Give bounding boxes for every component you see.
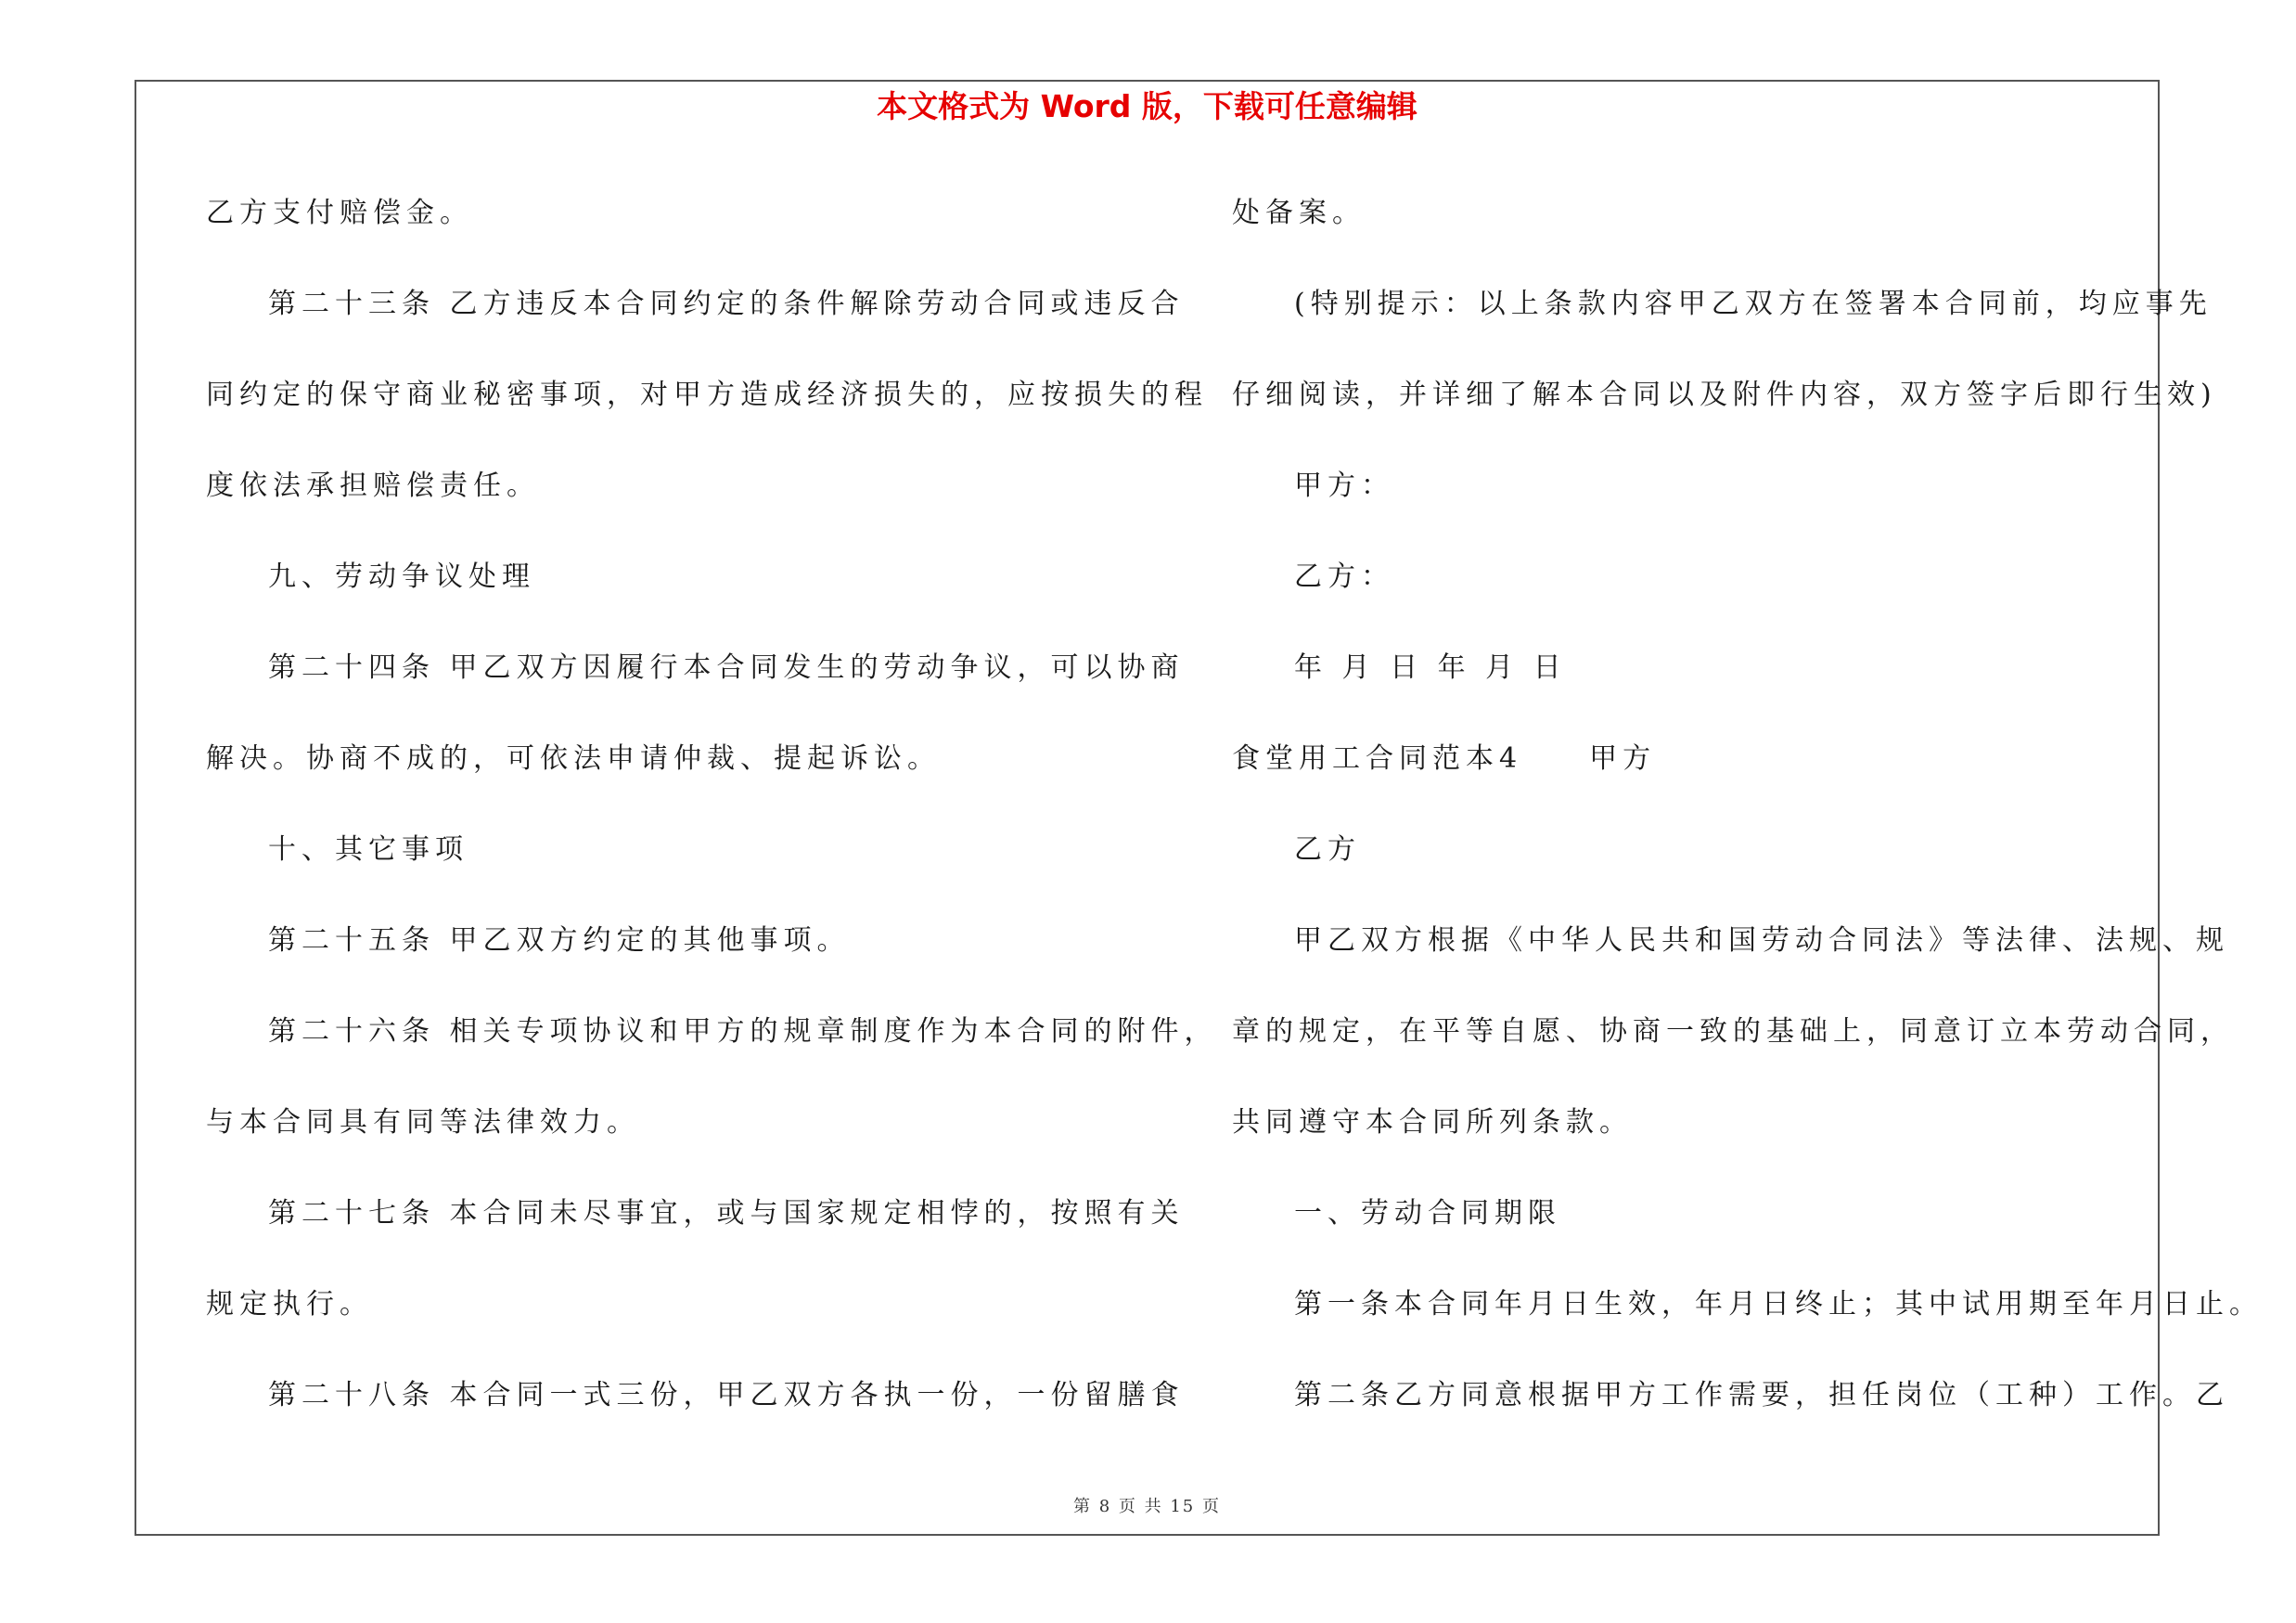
text-line: 第二条乙方同意根据甲方工作需要，担任岗位（工种）工作。乙 bbox=[1294, 1379, 2229, 1411]
text-line: 第二十四条 甲乙双方因履行本合同发生的劳动争议，可以协商 bbox=[268, 651, 1185, 684]
text-line: 仔细阅读，并详细了解本合同以及附件内容，双方签字后即行生效) bbox=[1232, 379, 2217, 411]
page-number-footer: 第 8 页 共 15 页 bbox=[1073, 1497, 1221, 1516]
text-line: 第二十三条 乙方违反本合同约定的条件解除劳动合同或违反合 bbox=[268, 288, 1185, 320]
left-text-column bbox=[206, 182, 1218, 1455]
text-line: 乙方支付赔偿金。 bbox=[206, 197, 473, 229]
text-line: 与本合同具有同等法律效力。 bbox=[206, 1106, 640, 1139]
text-line: 解决。协商不成的，可依法申请仲裁、提起诉讼。 bbox=[206, 742, 941, 775]
text-line: 同约定的保守商业秘密事项，对甲方造成经济损失的，应按损失的程 bbox=[206, 379, 1208, 411]
text-line: 第一条本合同年月日生效，年月日终止；其中试用期至年月日止。 bbox=[1294, 1288, 2263, 1320]
text-line: 乙方： bbox=[1294, 560, 1394, 593]
text-line: 十、其它事项 bbox=[268, 833, 468, 866]
text-line: 甲方： bbox=[1294, 470, 1394, 502]
text-line: 处备案。 bbox=[1232, 197, 1366, 229]
text-line: 共同遵守本合同所列条款。 bbox=[1232, 1106, 1633, 1139]
text-line: 度依法承担赔偿责任。 bbox=[206, 470, 540, 502]
text-line: 第二十八条 本合同一式三份，甲乙双方各执一份，一份留膳食 bbox=[268, 1379, 1185, 1411]
word-format-banner: 本文格式为 Word 版，下载可任意编辑 bbox=[877, 88, 1417, 124]
text-line: 规定执行。 bbox=[206, 1288, 373, 1320]
text-line: (特别提示：以上条款内容甲乙双方在签署本合同前，均应事先 bbox=[1294, 288, 2213, 320]
text-line: 九、劳动争议处理 bbox=[268, 560, 535, 593]
text-line: 章的规定，在平等自愿、协商一致的基础上，同意订立本劳动合同， bbox=[1232, 1015, 2234, 1048]
text-line: 第二十七条 本合同未尽事宜，或与国家规定相悖的，按照有关 bbox=[268, 1197, 1185, 1230]
text-line: 第二十五条 甲乙双方约定的其他事项。 bbox=[268, 924, 851, 957]
text-line: 第二十六条 相关专项协议和甲方的规章制度作为本合同的附件， bbox=[268, 1015, 1218, 1048]
text-line: 食堂用工合同范本4 甲方 bbox=[1232, 742, 1657, 775]
text-line: 年 月 日 年 月 日 bbox=[1294, 651, 1567, 684]
right-text-column bbox=[1232, 182, 2263, 1455]
text-line: 乙方 bbox=[1294, 833, 1361, 866]
text-line: 一、劳动合同期限 bbox=[1294, 1197, 1561, 1230]
text-line: 甲乙双方根据《中华人民共和国劳动合同法》等法律、法规、规 bbox=[1294, 924, 2229, 957]
